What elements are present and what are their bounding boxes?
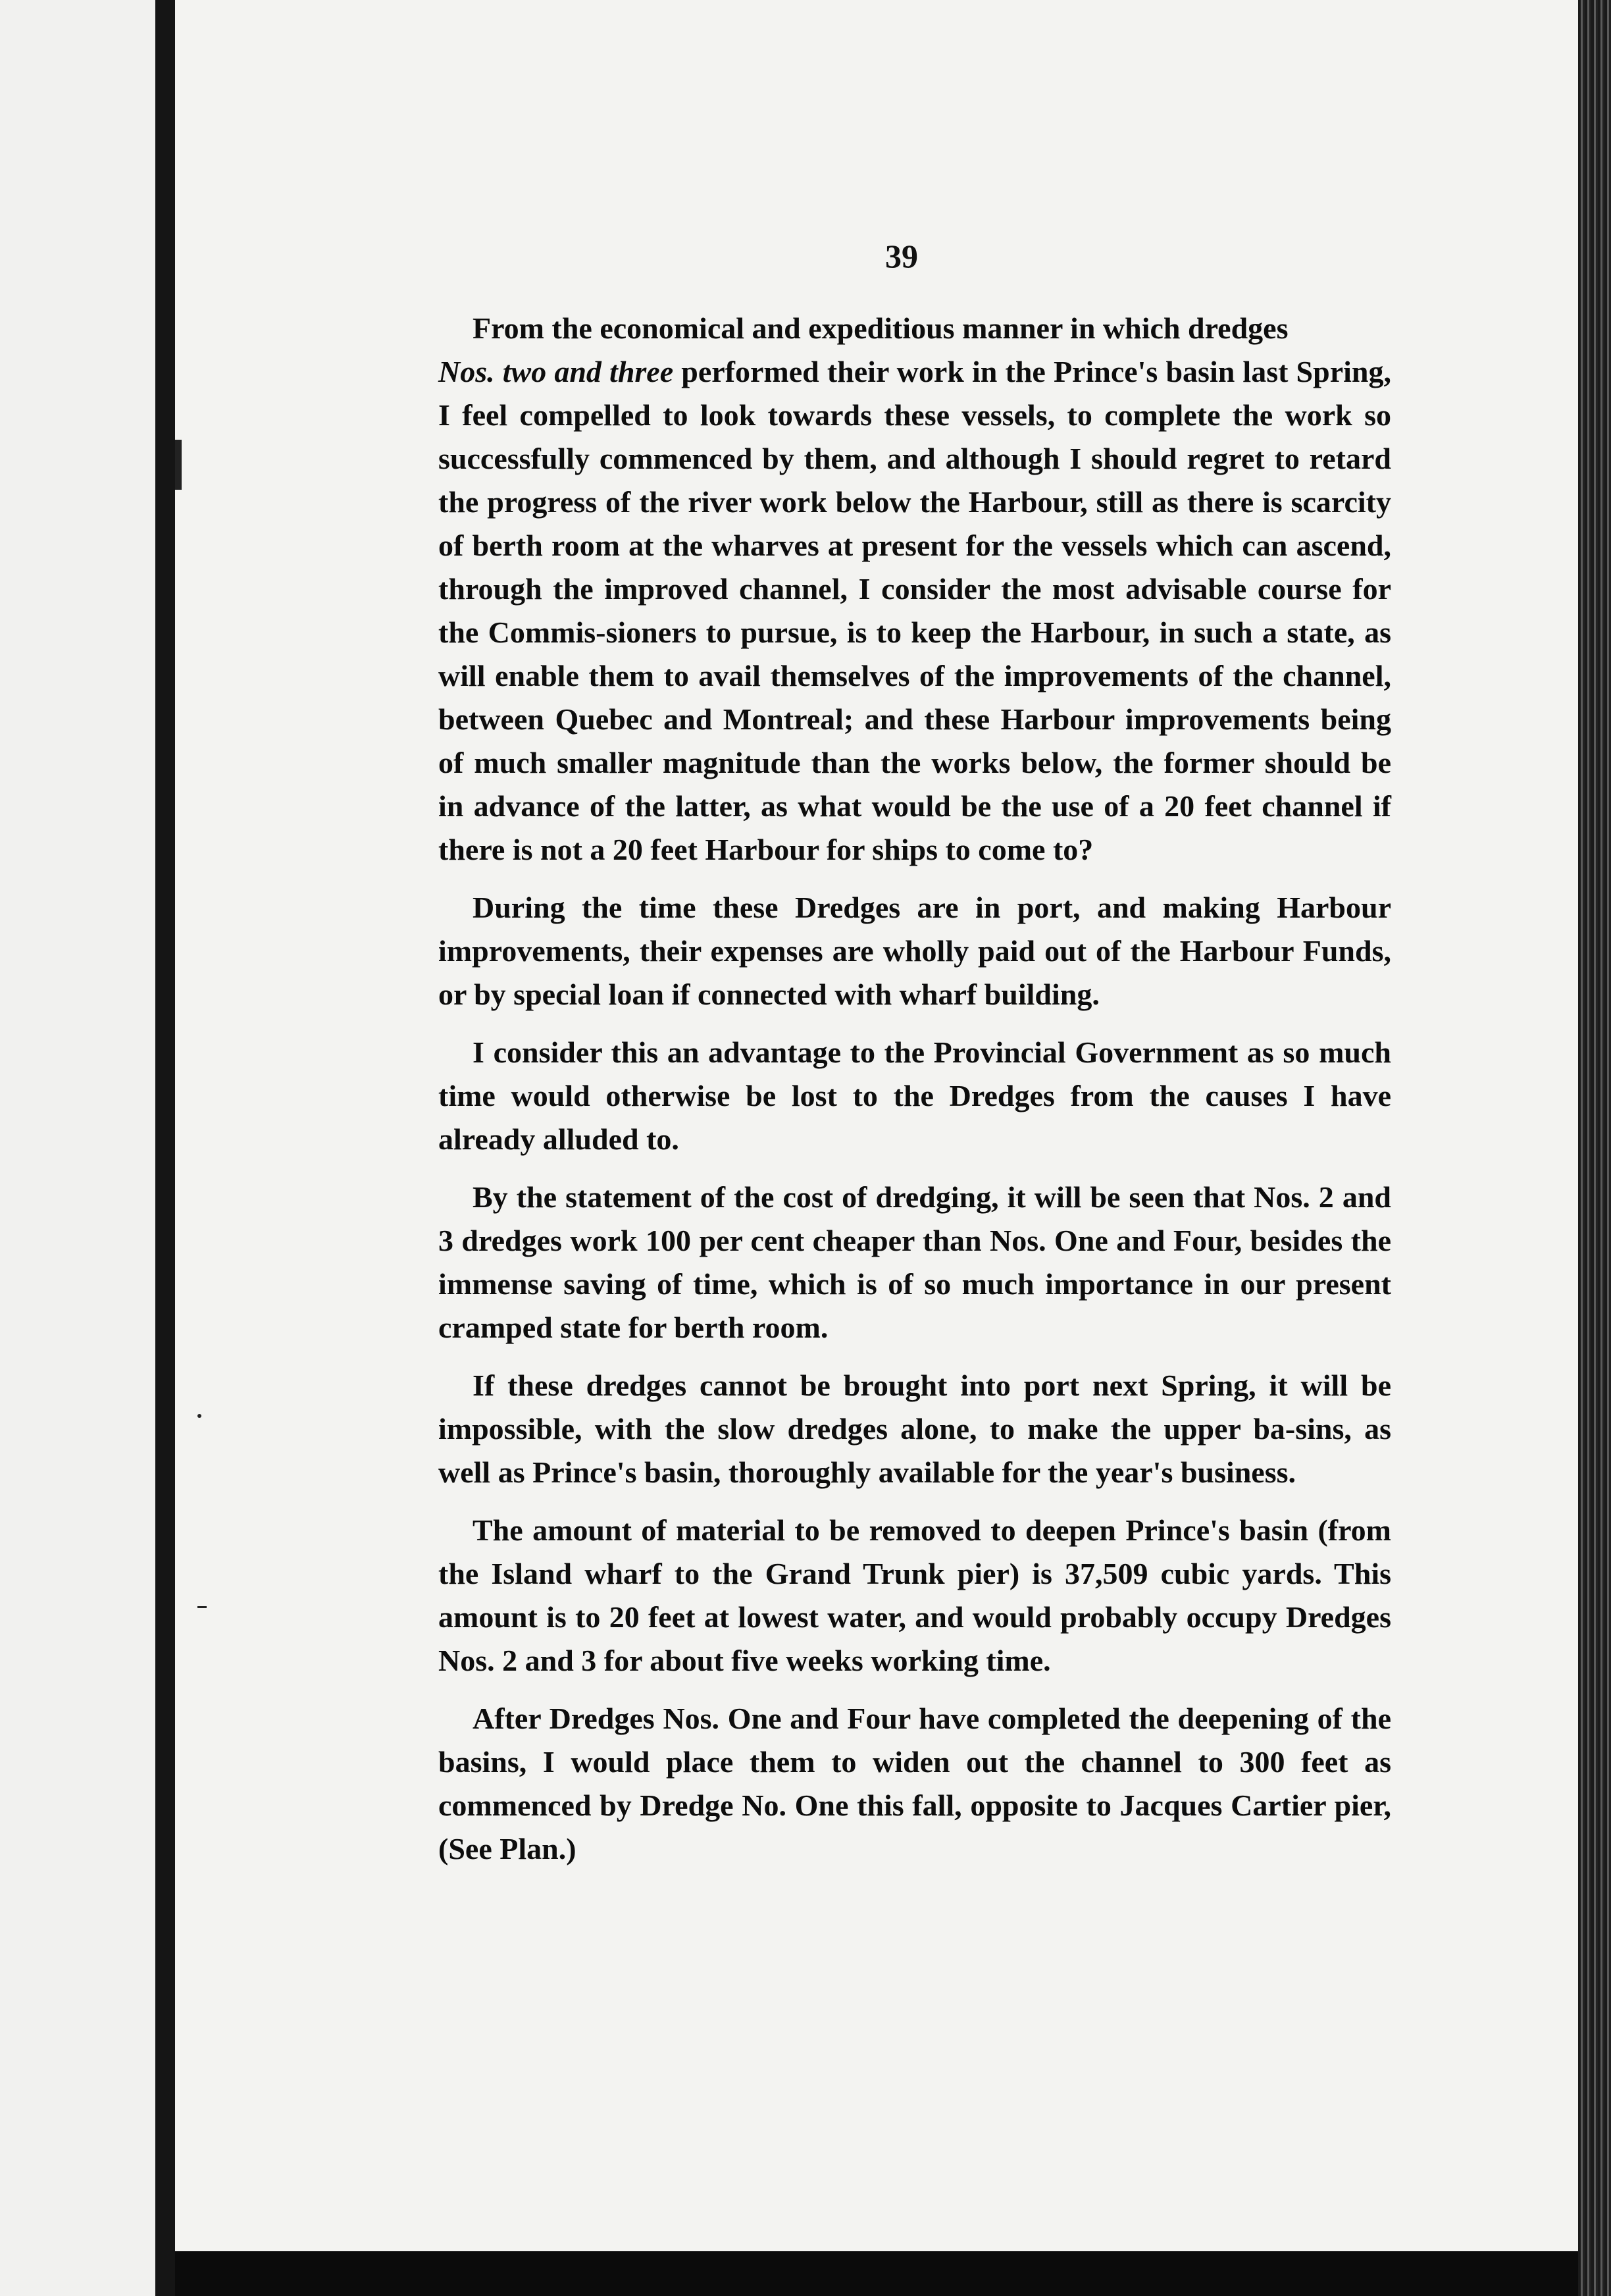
paragraph-text: After Dredges Nos. One and Four have completed the deepening of the basins, I would place them to widen out the channel to 300 feet as commenced by Dredge No. One this fall, opposite to Jacques Cartier pier, (See Plan.) — [438, 1702, 1391, 1866]
page-edge-stack — [1578, 0, 1611, 2296]
paragraph-text: performed their work in the Prince's basin last Spring, I feel compelled to look towards these vessels, to complete the work so successfully commenced by them, and although I should regret to retard the progress of the river work below the Harbour, still as there is scarcity of berth room at the wharves at present for the vessels which can ascend, through the improved channel, I consider the most advisable course for the Commis-sioners to pursue, is to keep the Harbour, in such a state, as will enable them to avail themselves of the improvements of the channel, between Quebec and Montreal; and these Harbour improvements being of much smaller magnitude than the works below, the former should be in advance of the latter, as what would be the use of a 20 feet channel if there is not a 20 feet Harbour for ships to come to? — [438, 355, 1392, 866]
paragraph-text: By the statement of the cost of dredging, it will be seen that Nos. 2 and 3 dredges work 100 per cent cheaper than Nos. One and Four, besides the immense saving of time, which is of so much importance in our present cramped state for berth room. — [438, 1180, 1391, 1344]
paragraph-italic-lead: Nos. two and three — [438, 355, 674, 388]
paragraph-6 — [438, 1509, 1391, 1683]
paragraph-text: I consider this an advantage to the Provincial Government as so much time would otherwise be lost to the Dredges from the causes I have already alluded to. — [438, 1035, 1391, 1156]
paragraph-1-line-1 — [438, 307, 1391, 350]
paragraph-3 — [438, 1031, 1391, 1161]
paragraph-1-continued — [438, 350, 1391, 872]
page-body — [438, 307, 1391, 1885]
paragraph-2 — [438, 886, 1391, 1016]
margin-mark — [175, 440, 182, 490]
scan-bottom-edge — [175, 2251, 1578, 2296]
paragraph-text: From the economical and expeditious manner in which dredges — [473, 311, 1289, 345]
paragraph-7 — [438, 1697, 1391, 1871]
book-gutter — [155, 0, 175, 2296]
margin-dot — [197, 1414, 201, 1418]
page-number: 39 — [885, 238, 918, 274]
paragraph-text: The amount of material to be removed to deepen Prince's basin (from the Island wharf to the Grand Trunk pier) is 37,509 cubic yards. This amount is to 20 feet at lowest water, and would probably occupy Dredges Nos. 2 and 3 for about five weeks working time. — [438, 1513, 1391, 1677]
paragraph-text: If these dredges cannot be brought into port next Spring, it will be impossible, with the slow dredges alone, to make the upper ba-sins, as well as Prince's basin, thoroughly available for the year's business. — [438, 1369, 1391, 1489]
left-page-margin — [0, 0, 155, 2296]
paragraph-4 — [438, 1176, 1391, 1349]
margin-tick — [197, 1606, 207, 1608]
paragraph-text: During the time these Dredges are in port, and making Harbour improvements, their expenses are wholly paid out of the Harbour Funds, or by special loan if connected with wharf building. — [438, 891, 1391, 1011]
paragraph-5 — [438, 1364, 1391, 1494]
